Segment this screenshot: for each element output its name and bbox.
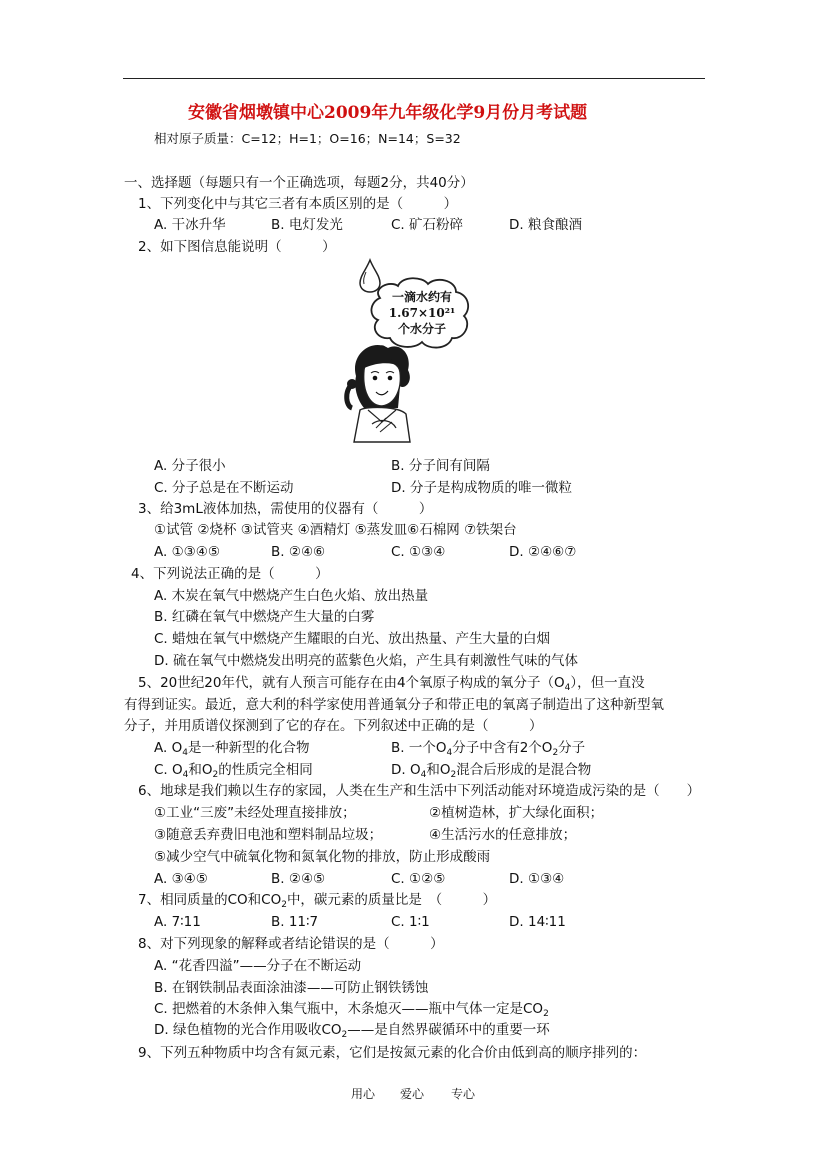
q3-option-c: C. ①③④ <box>391 544 446 560</box>
q8-option-a: A. “花香四溢”——分子在不断运动 <box>154 958 362 974</box>
q6-option-d: D. ①③④ <box>509 871 565 887</box>
q2-option-a: A. 分子很小 <box>154 458 226 474</box>
q4-option-d: D. 硫在氧气中燃烧发出明亮的蓝紫色火焰，产生具有刺激性气味的气体 <box>154 653 578 669</box>
q6-option-c: C. ①②⑤ <box>391 871 446 887</box>
q4-option-c: C. 蜡烛在氧气中燃烧产生耀眼的白光、放出热量、产生大量的白烟 <box>154 631 551 647</box>
q3-option-d: D. ②④⑥⑦ <box>509 544 577 560</box>
q6-item-3: ③随意丢弃费旧电池和塑料制品垃圾； <box>154 827 383 843</box>
atomic-mass-line: 相对原子质量：C=12；H=1；O=16；N=14；S=32 <box>154 131 461 146</box>
q6-item-4: ④生活污水的任意排放； <box>429 827 577 843</box>
q6-stem: 6、地球是我们赖以生存的家园，人类在生产和生活中下列活动能对环境造成污染的是（ ） <box>138 783 701 799</box>
page-title: 安徽省烟墩镇中心2009年九年级化学9月份月考试题 <box>188 103 588 123</box>
q1-option-d: D. 粮食酿酒 <box>509 217 582 233</box>
q1-option-b: B. 电灯发光 <box>271 217 343 233</box>
q6-option-b: B. ②④⑤ <box>271 871 326 887</box>
q5-line-1: 5、20世纪20年代，就有人预言可能存在由4个氧原子构成的氧分子$(O_4)$，但一直没 <box>138 675 645 693</box>
q5-option-d: D. $O_4$和$O_2$混合后形成的是混合物 <box>391 762 592 780</box>
q8-option-b: B. 在钢铁制品表面涂油漆——可防止钢铁锈蚀 <box>154 980 429 996</box>
girl-thought-figure <box>342 258 482 448</box>
q1-stem: 1、下列变化中与其它三者有本质区别的是（ ） <box>138 196 458 212</box>
q6-option-a: A. ③④⑤ <box>154 871 208 887</box>
q5-line-2: 有得到证实。最近，意大利的科学家使用普通氧分子和带正电的氧离子制造出了这种新型氧 <box>124 697 664 713</box>
q6-item-2: ②植树造林，扩大绿化面积； <box>429 805 604 821</box>
girl-body <box>354 407 410 442</box>
q1-option-a: A. 干冰升华 <box>154 217 226 233</box>
q7-option-c: C. 1∶1 <box>391 914 430 930</box>
q4-stem: 4、下列说法正确的是（ ） <box>131 566 329 582</box>
q9-stem: 9、下列五种物质中均含有氮元素，它们是按氮元素的化合价由低到高的顺序排列的： <box>138 1045 647 1061</box>
q2-option-d: D. 分子是构成物质的唯一微粒 <box>391 480 572 496</box>
q3-items: ①试管 ②烧杯 ③试管夹 ④酒精灯 ⑤蒸发皿⑥石棉网 ⑦铁架台 <box>154 522 517 538</box>
q8-option-d: D. 绿色植物的光合作用吸收$CO_2——$是自然界碳循环中的重要一环 <box>154 1022 550 1040</box>
footer-text-2: 爱心 <box>400 1087 425 1101</box>
water-drop-icon <box>360 260 380 292</box>
section-heading: 一、选择题（每题只有一个正确选项，每题2分，共40分） <box>124 175 474 191</box>
bubble-line-3: 个水分子 <box>397 322 447 336</box>
q7-option-b: B. 11∶7 <box>271 914 319 930</box>
q8-option-c: C. 把燃着的木条伸入集气瓶中，木条熄灭——瓶中气体一定是$CO_2$ <box>154 1001 549 1019</box>
q2-stem: 2、如下图信息能说明（ ） <box>138 239 336 255</box>
footer-text-1: 用心 <box>351 1087 376 1101</box>
q5-line-3: 分子，并用质谱仪探测到了它的存在。下列叙述中正确的是（ ） <box>124 718 543 734</box>
bubble-line-1: 一滴水约有 <box>391 290 453 304</box>
footer-text-3: 专心 <box>451 1087 476 1101</box>
q3-option-b: B. ②④⑥ <box>271 544 326 560</box>
q6-item-5: ⑤减少空气中硫氧化物和氮氧化物的排放，防止形成酸雨 <box>154 849 491 865</box>
q2-option-b: B. 分子间有间隔 <box>391 458 490 474</box>
q4-option-b: B. 红磷在氧气中燃烧产生大量的白雾 <box>154 609 375 625</box>
q6-item-1: ①工业“三废”未经处理直接排放； <box>154 805 356 821</box>
q8-stem: 8、对下列现象的解释或者结论错误的是（ ） <box>138 936 444 952</box>
q5-option-b: B. 一个$O_4$分子中含有2个$O_2$分子 <box>391 740 586 758</box>
bubble-line-2: 1.67×10²¹ <box>388 306 456 320</box>
q7-option-d: D. 14∶11 <box>509 914 566 930</box>
q7-stem: 7、相同质量的CO和$CO_2$中，碳元素的质量比是 （ ） <box>138 892 497 910</box>
girl-illustration <box>342 258 482 448</box>
q2-option-c: C. 分子总是在不断运动 <box>154 480 294 496</box>
q3-option-a: A. ①③④⑤ <box>154 544 220 560</box>
q7-option-a: A. 7∶11 <box>154 914 201 930</box>
q5-option-a: A. $O_4$是一种新型的化合物 <box>154 740 310 758</box>
header-rule <box>123 78 705 79</box>
q1-option-c: C. 矿石粉碎 <box>391 217 464 233</box>
q3-stem: 3、给3mL液体加热，需使用的仪器有（ ） <box>138 501 433 517</box>
q4-option-a: A. 木炭在氧气中燃烧产生白色火焰、放出热量 <box>154 588 429 604</box>
q5-option-c: C. $O_4$和$O_2$的性质完全相同 <box>154 762 313 780</box>
